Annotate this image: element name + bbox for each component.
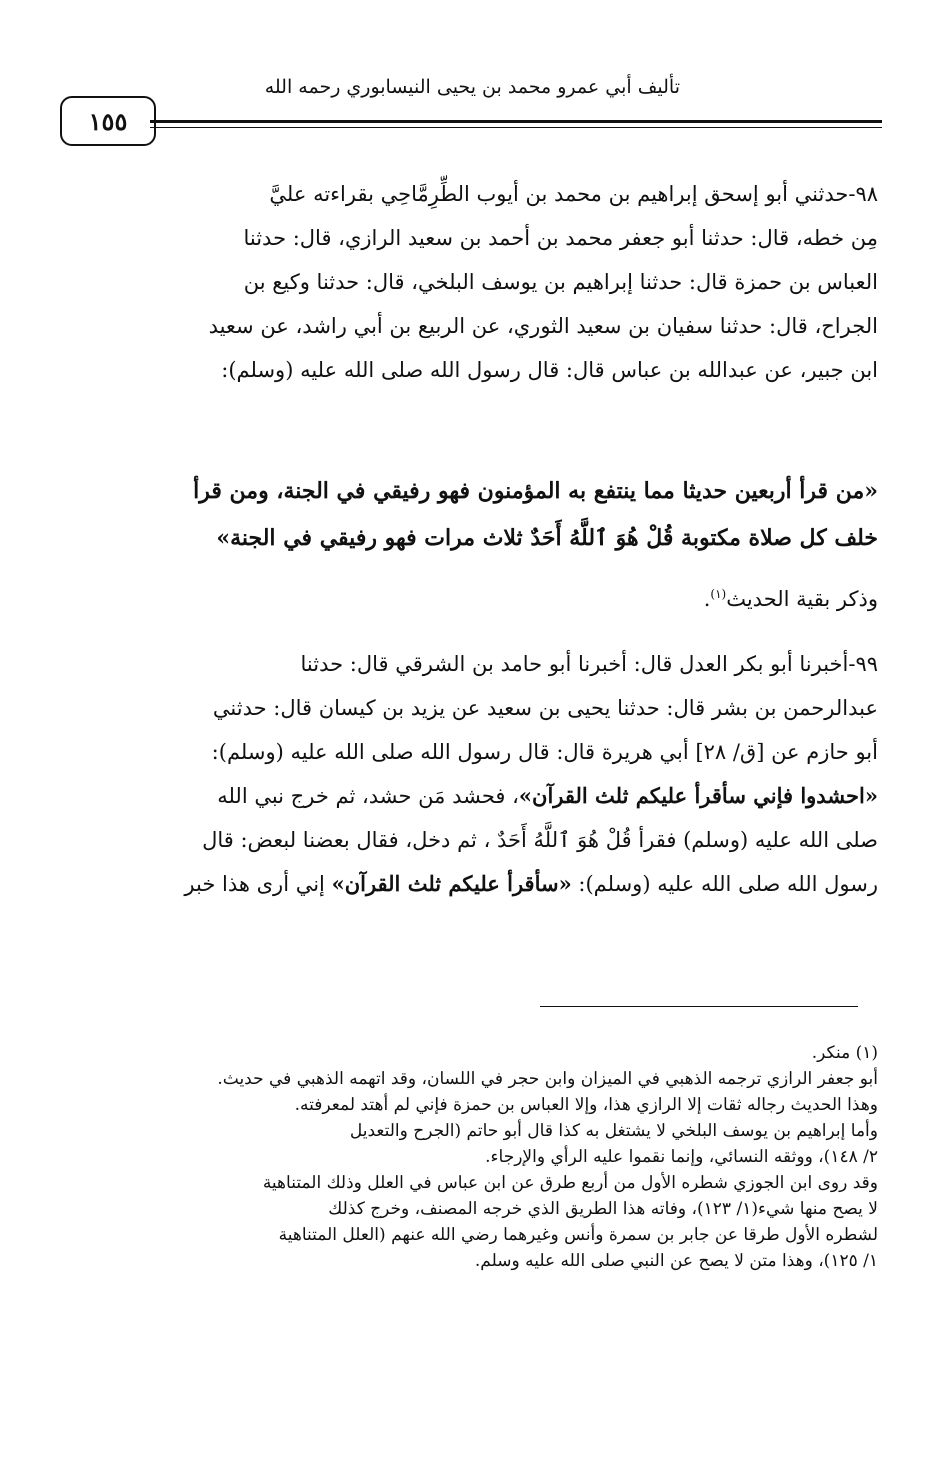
text-line: أبو حازم عن [ق/ ٢٨] أبي هريرة قال: قال رسول الله صلى الله عليه (وسلم):: [211, 740, 878, 764]
running-header-title: تأليف أبي عمرو محمد بن يحيى النيسابوري رحمه الله: [264, 76, 680, 98]
text-line: ، فحشد مَن حشد، ثم خرج نبي الله: [217, 784, 519, 808]
hadith-98-text: [58, 468, 878, 562]
hadith-quote: «سأقرأ عليكم ثلث القرآن»: [331, 871, 572, 896]
text-line: إني أرى هذا خبر: [184, 872, 332, 896]
text-line: العباس بن حمزة قال: حدثنا إبراهيم بن يوسف البلخي، قال: حدثنا وكيع بن: [243, 270, 878, 294]
footnote-line: أبو جعفر الرازي ترجمه الذهبي في الميزان وابن حجر في اللسان، وقد اتهمه الذهبي في حديث.: [217, 1069, 878, 1089]
text-line: عبدالرحمن بن بشر قال: حدثنا يحيى بن سعيد عن يزيد بن كيسان قال: حدثني: [212, 696, 878, 720]
footnote-line: وهذا الحديث رجاله ثقات إلا الرازي هذا، وإلا العباس بن حمزة فإني لم أهتد لمعرفته.: [294, 1095, 878, 1115]
hadith-99: [58, 642, 878, 906]
text-line: رسول الله صلى الله عليه (وسلم):: [571, 872, 878, 896]
footnote-line: لشطره الأول طرقا عن جابر بن سمرة وأنس وغيرهما رضي الله عنهم (العلل المتناهية: [278, 1225, 878, 1245]
footnote-line: ٢/ ١٤٨)، ووثقه النسائي، وإنما نقموا عليه الرأي والإرجاء.: [485, 1147, 878, 1167]
footnote-separator: [540, 1006, 858, 1007]
text-line: ابن جبير، عن عبدالله بن عباس قال: قال رسول الله صلى الله عليه (وسلم):: [221, 358, 878, 382]
footnote-line: وقد روى ابن الجوزي شطره الأول من أربع طرق عن ابن عباس في العلل وذلك المتناهية: [262, 1173, 878, 1193]
header-rule-thin: [150, 127, 882, 128]
footnote-line: وأما إبراهيم بن يوسف البلخي لا يشتغل به كذا قال أبو حاتم (الجرح والتعديل: [349, 1121, 878, 1141]
text-line: صلى الله عليه (وسلم) فقرأ قُلْ هُوَ ٱللَّهُ أَحَدٌ ، ثم دخل، فقال بعضنا لبعض: قال: [202, 828, 878, 852]
text-line: «من قرأ أربعين حديثا مما ينتفع به المؤمنون فهو رفيقي في الجنة، ومن قرأ: [193, 478, 878, 504]
hadith-98-note: [58, 572, 878, 616]
footnote-ref: (١): [710, 587, 727, 601]
footnote-line: ١/ ١٢٥)، وهذا متن لا يصح عن النبي صلى الله عليه وسلم.: [474, 1251, 878, 1271]
footnotes: [46, 1040, 878, 1274]
text-line: مِن خطه، قال: حدثنا أبو جعفر محمد بن أحمد بن سعيد الرازي، قال: حدثنا: [243, 226, 878, 250]
footnote-line: (١) منكر.: [811, 1043, 878, 1063]
page-number: ١٥٥: [60, 96, 156, 146]
footnote-line: لا يصح منها شيء(١/ ١٢٣)، وفاته هذا الطريق الذي خرجه المصنف، وخرج كذلك: [328, 1199, 878, 1219]
text-line: الجراح، قال: حدثنا سفيان بن سعيد الثوري، عن الربيع بن أبي راشد، عن سعيد: [208, 314, 878, 338]
text-line: خلف كل صلاة مكتوبة قُلْ هُوَ ٱللَّهُ أَحَدٌ ثلاث مرات فهو رفيقي في الجنة»: [216, 525, 878, 551]
text-line: .: [703, 587, 711, 611]
hadith-98-chain: [58, 172, 878, 392]
header-rule: [150, 120, 882, 123]
text-line: ٩٩-أخبرنا أبو بكر العدل قال: أخبرنا أبو حامد بن الشرقي قال: حدثنا: [300, 652, 878, 676]
text-line: ٩٨-حدثني أبو إسحق إبراهيم بن محمد بن أيوب الطِّرِمَّاحِي بقراءته عليَّ: [269, 182, 878, 206]
text-line: وذكر بقية الحديث: [726, 587, 878, 611]
hadith-quote: «احشدوا فإني سأقرأ عليكم ثلث القرآن»: [518, 783, 878, 808]
